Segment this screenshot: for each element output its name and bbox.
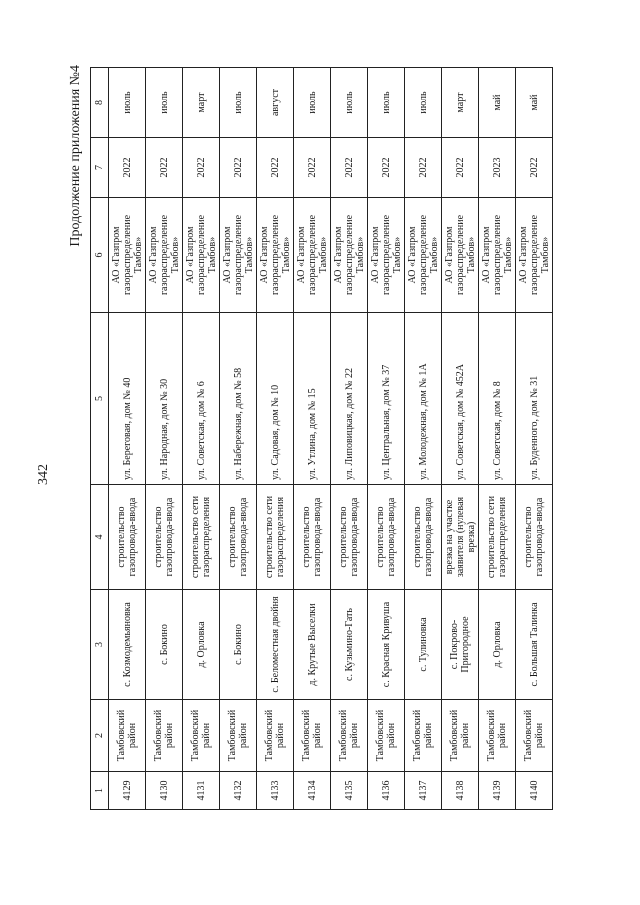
row-number: 4136 — [368, 772, 405, 810]
gasification-table — [90, 67, 553, 810]
month-cell: июль — [294, 68, 331, 138]
organization-cell: АО «Газпром газораспределение Тамбов» — [146, 198, 183, 313]
organization-cell: АО «Газпром газораспределение Тамбов» — [442, 198, 479, 313]
settlement-cell: д. Орловка — [183, 590, 220, 700]
year-cell: 2022 — [368, 138, 405, 198]
organization-cell: АО «Газпром газораспределение Тамбов» — [368, 198, 405, 313]
month-cell: март — [442, 68, 479, 138]
settlement-cell: д. Крутые Выселки — [294, 590, 331, 700]
year-cell: 2022 — [405, 138, 442, 198]
district-cell: Тамбовский район — [183, 700, 220, 772]
address-cell: ул. Береговая, дом № 40 — [109, 313, 146, 485]
settlement-cell: с. Кузьмино-Гать — [331, 590, 368, 700]
year-cell: 2023 — [479, 138, 516, 198]
column-header: 8 — [91, 68, 109, 138]
year-cell: 2022 — [516, 138, 553, 198]
work-type-cell: строительство газопровода-ввода — [220, 485, 257, 590]
address-cell: ул. Утлина, дом № 15 — [294, 313, 331, 485]
address-cell: ул. Липовицкая, дом № 22 — [331, 313, 368, 485]
month-cell: март — [183, 68, 220, 138]
table-row — [257, 68, 294, 810]
address-cell: ул. Народная, дом № 30 — [146, 313, 183, 485]
settlement-cell: с. Беломестная двойня — [257, 590, 294, 700]
column-header: 1 — [91, 772, 109, 810]
year-cell: 2022 — [442, 138, 479, 198]
row-number: 4131 — [183, 772, 220, 810]
work-type-cell: строительство сети газораспределения — [257, 485, 294, 590]
address-cell: ул. Набережная, дом № 58 — [220, 313, 257, 485]
district-cell: Тамбовский район — [146, 700, 183, 772]
settlement-cell: с. Козмодемьяновка — [109, 590, 146, 700]
settlement-cell: с. Тулиновка — [405, 590, 442, 700]
settlement-cell: с. Красная Кривуша — [368, 590, 405, 700]
work-type-cell: врезка на участке заявителя (нулевая врезка) — [442, 485, 479, 590]
address-cell: ул. Буденного, дом № 31 — [516, 313, 553, 485]
table-row — [368, 68, 405, 810]
column-header: 6 — [91, 198, 109, 313]
district-cell: Тамбовский район — [516, 700, 553, 772]
year-cell: 2022 — [294, 138, 331, 198]
organization-cell: АО «Газпром газораспределение Тамбов» — [294, 198, 331, 313]
work-type-cell: строительство газопровода-ввода — [405, 485, 442, 590]
settlement-cell: с. Большая Талинка — [516, 590, 553, 700]
row-number: 4129 — [109, 772, 146, 810]
month-cell: июль — [220, 68, 257, 138]
settlement-cell: д. Орловка — [479, 590, 516, 700]
work-type-cell: строительство газопровода-ввода — [368, 485, 405, 590]
district-cell: Тамбовский район — [331, 700, 368, 772]
work-type-cell: строительство газопровода-ввода — [331, 485, 368, 590]
row-number: 4139 — [479, 772, 516, 810]
month-cell: июль — [146, 68, 183, 138]
column-header: 7 — [91, 138, 109, 198]
column-header: 5 — [91, 313, 109, 485]
table-row — [479, 68, 516, 810]
row-number: 4135 — [331, 772, 368, 810]
month-cell: июль — [109, 68, 146, 138]
row-number: 4140 — [516, 772, 553, 810]
organization-cell: АО «Газпром газораспределение Тамбов» — [331, 198, 368, 313]
column-header: 4 — [91, 485, 109, 590]
district-cell: Тамбовский район — [479, 700, 516, 772]
settlement-cell: с. Покрово-Пригородное — [442, 590, 479, 700]
row-number: 4138 — [442, 772, 479, 810]
row-number: 4130 — [146, 772, 183, 810]
column-header: 2 — [91, 700, 109, 772]
work-type-cell: строительство газопровода-ввода — [146, 485, 183, 590]
work-type-cell: строительство газопровода-ввода — [516, 485, 553, 590]
work-type-cell: строительство газопровода-ввода — [109, 485, 146, 590]
organization-cell: АО «Газпром газораспределение Тамбов» — [516, 198, 553, 313]
organization-cell: АО «Газпром газораспределение Тамбов» — [183, 198, 220, 313]
year-cell: 2022 — [257, 138, 294, 198]
table-row — [294, 68, 331, 810]
table-row — [183, 68, 220, 810]
month-cell: июль — [368, 68, 405, 138]
table-row — [109, 68, 146, 810]
work-type-cell: строительство сети газораспределения — [479, 485, 516, 590]
table-row — [405, 68, 442, 810]
year-cell: 2022 — [183, 138, 220, 198]
address-cell: ул. Советская, дом № 452А — [442, 313, 479, 485]
address-cell: ул. Центральная, дом № 37 — [368, 313, 405, 485]
organization-cell: АО «Газпром газораспределение Тамбов» — [109, 198, 146, 313]
column-header: 3 — [91, 590, 109, 700]
month-cell: август — [257, 68, 294, 138]
district-cell: Тамбовский район — [405, 700, 442, 772]
district-cell: Тамбовский район — [442, 700, 479, 772]
table-row — [516, 68, 553, 810]
month-cell: июль — [405, 68, 442, 138]
year-cell: 2022 — [146, 138, 183, 198]
work-type-cell: строительство газопровода-ввода — [294, 485, 331, 590]
settlement-cell: с. Бокино — [146, 590, 183, 700]
year-cell: 2022 — [331, 138, 368, 198]
year-cell: 2022 — [109, 138, 146, 198]
district-cell: Тамбовский район — [257, 700, 294, 772]
organization-cell: АО «Газпром газораспределение Тамбов» — [257, 198, 294, 313]
row-number: 4134 — [294, 772, 331, 810]
settlement-cell: с. Бокино — [220, 590, 257, 700]
table-row — [442, 68, 479, 810]
district-cell: Тамбовский район — [294, 700, 331, 772]
organization-cell: АО «Газпром газораспределение Тамбов» — [479, 198, 516, 313]
address-cell: ул. Советская, дом № 6 — [183, 313, 220, 485]
table-row — [331, 68, 368, 810]
month-cell: май — [516, 68, 553, 138]
page-number: 342 — [36, 464, 51, 485]
organization-cell: АО «Газпром газораспределение Тамбов» — [405, 198, 442, 313]
row-number: 4132 — [220, 772, 257, 810]
table-row — [220, 68, 257, 810]
organization-cell: АО «Газпром газораспределение Тамбов» — [220, 198, 257, 313]
continuation-caption: Продолжение приложения №4 — [68, 65, 83, 247]
month-cell: май — [479, 68, 516, 138]
work-type-cell: строительство сети газораспределения — [183, 485, 220, 590]
header-row — [91, 68, 109, 810]
district-cell: Тамбовский район — [368, 700, 405, 772]
district-cell: Тамбовский район — [109, 700, 146, 772]
district-cell: Тамбовский район — [220, 700, 257, 772]
address-cell: ул. Садовая, дом № 10 — [257, 313, 294, 485]
address-cell: ул. Советская, дом № 8 — [479, 313, 516, 485]
year-cell: 2022 — [220, 138, 257, 198]
row-number: 4137 — [405, 772, 442, 810]
row-number: 4133 — [257, 772, 294, 810]
address-cell: ул. Молодежная, дом № 1А — [405, 313, 442, 485]
month-cell: июль — [331, 68, 368, 138]
table-row — [146, 68, 183, 810]
